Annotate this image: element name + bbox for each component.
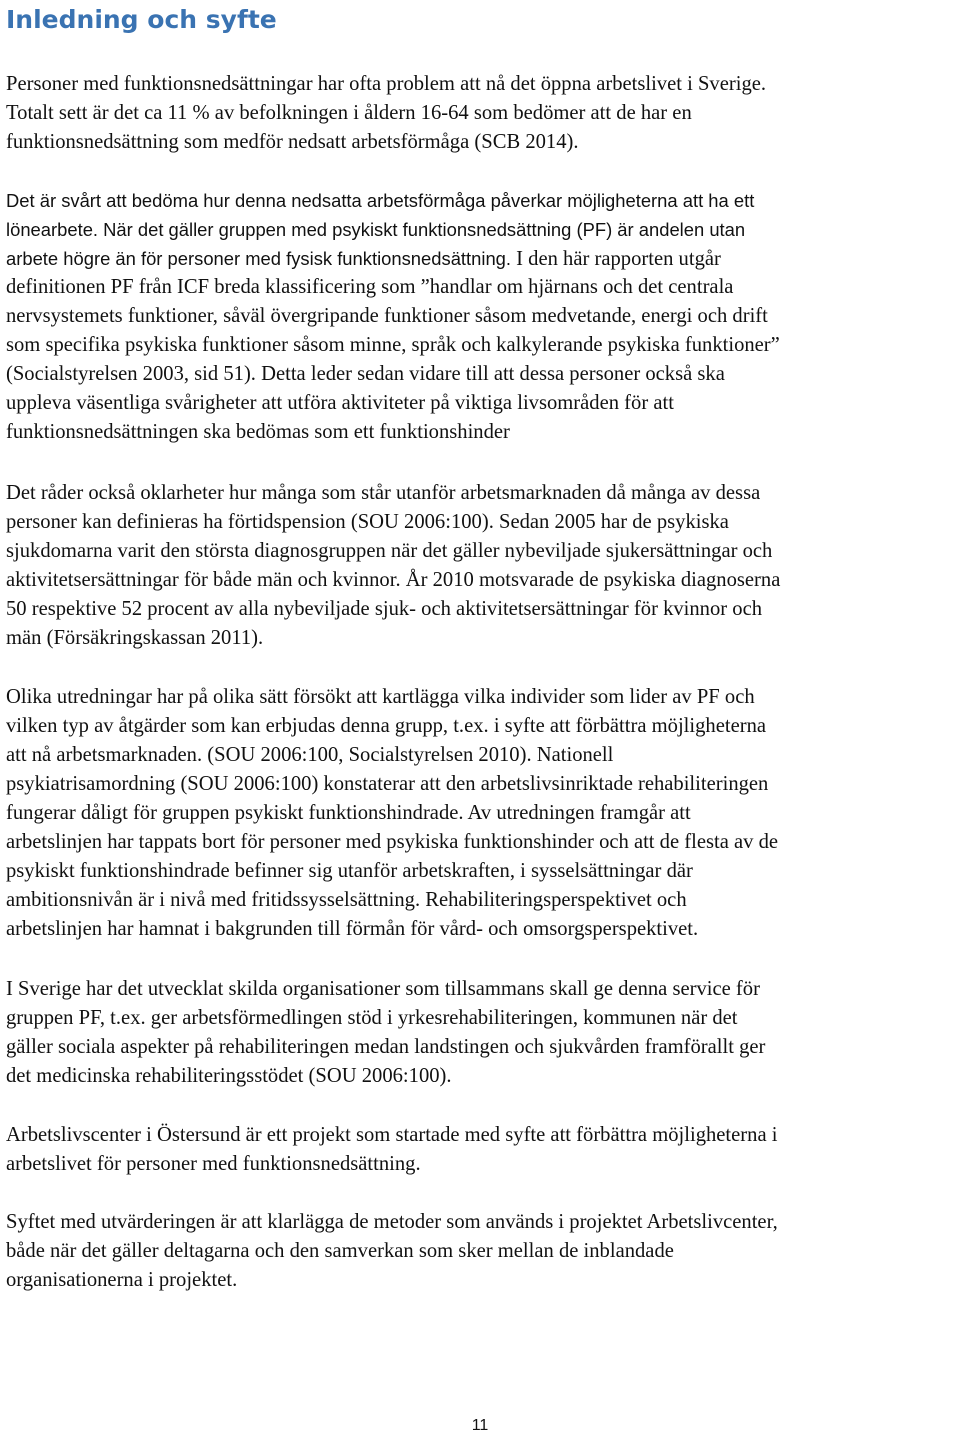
- text-line: (Socialstyrelsen 2003, sid 51). Detta leder sedan vidare till att dessa personer också ska: [6, 363, 725, 385]
- text-line: 50 respektive 52 procent av alla nybeviljade sjuk- och aktivitetsersättningar för kvinnor och: [6, 598, 763, 620]
- text-line: aktivitetsersättningar för både män och kvinnor. År 2010 motsvarade de psykiska diagnoserna: [6, 569, 781, 591]
- text-line: personer kan definieras ha förtidspension (SOU 2006:100). Sedan 2005 har de psykiska: [6, 511, 729, 533]
- paragraph-1: [6, 70, 960, 157]
- text-line: män (Försäkringskassan 2011).: [6, 627, 264, 649]
- text-line: organisationerna i projektet.: [6, 1269, 238, 1291]
- text-line: Det råder också oklarheter hur många som står utanför arbetsmarknaden då många av dessa: [6, 482, 761, 504]
- text-line: gäller sociala aspekter på rehabiliteringen medan landstingen och sjukvården framförallt ger: [6, 1036, 766, 1058]
- text-line: Personer med funktionsnedsättningar har ofta problem att nå det öppna arbetslivet i Sverige.: [6, 73, 767, 95]
- paragraph-6: [6, 1121, 960, 1179]
- text-line: Det är svårt att bedöma hur denna nedsatta arbetsförmåga påverkar möjligheterna att ha ett: [6, 190, 755, 211]
- text-line: funktionsnedsättningen ska bedömas som ett funktionshinder: [6, 421, 510, 443]
- text-line: både när det gäller deltagarna och den samverkan som sker mellan de inblandade: [6, 1240, 674, 1262]
- text-line-mixed: [6, 244, 960, 273]
- text-line: nervsystemets funktioner, såväl övergripande funktioner såsom medvetande, energi och drift: [6, 305, 768, 327]
- text-segment: arbete högre än för personer med fysisk funktionsnedsättning.: [6, 248, 512, 269]
- text-line: som specifika psykiska funktioner såsom minne, språk och kalkylerande psykiska funktioner”: [6, 334, 780, 356]
- text-line: psykiskt funktionshindrade befinner sig utanför arbetskraften, i sysselsättningar där: [6, 860, 693, 882]
- text-line: det medicinska rehabiliteringsstödet (SOU 2006:100).: [6, 1065, 452, 1087]
- text-line: psykiatrisamordning (SOU 2006:100) konstaterar att den arbetslivsinriktade rehabiliteringen: [6, 773, 769, 795]
- text-line: arbetslinjen har tappats bort för personer med psykiska funktionshinder och att de flesta av de: [6, 831, 779, 853]
- text-line: uppleva väsentliga svårigheter att utföra aktiviteter på viktiga livsområden för att: [6, 392, 674, 414]
- text-line: arbetslinjen har hamnat i bakgrunden till förmån för vård- och omsorgsperspektivet.: [6, 918, 699, 940]
- text-line: I Sverige har det utvecklat skilda organisationer som tillsammans skall ge denna service för: [6, 978, 760, 1000]
- text-line: Totalt sett är det ca 11 % av befolkningen i åldern 16-64 som bedömer att de har en: [6, 102, 692, 124]
- text-line: gruppen PF, t.ex. ger arbetsförmedlingen stöd i yrkesrehabiliteringen, kommunen när det: [6, 1007, 738, 1029]
- paragraph-7: [6, 1208, 960, 1295]
- paragraph-3: [6, 479, 960, 653]
- text-line: Syftet med utvärderingen är att klarlägga de metoder som används i projektet Arbetslivcenter,: [6, 1211, 778, 1233]
- text-line: sjukdomarna varit den största diagnosgruppen när det gäller nybeviljade sjukersättningar och: [6, 540, 773, 562]
- text-line: definitionen PF från ICF breda klassificering som ”handlar om hjärnans och det centrala: [6, 276, 734, 298]
- text-line: arbetslivet för personer med funktionsnedsättning.: [6, 1153, 421, 1175]
- text-line: ambitionsnivån är i nivå med fritidssysselsättning. Rehabiliteringsperspektivet och: [6, 889, 687, 911]
- section-heading: Inledning och syfte: [6, 5, 277, 34]
- text-segment: I den här rapporten utgår: [511, 248, 721, 270]
- page-number: 11: [471, 1417, 489, 1434]
- text-line: Arbetslivscenter i Östersund är ett projekt som startade med syfte att förbättra möjligheterna i: [6, 1124, 778, 1146]
- paragraph-4: [6, 683, 960, 944]
- text-line: lönearbete. När det gäller gruppen med psykiskt funktionsnedsättning (PF) är andelen utan: [6, 219, 746, 240]
- text-line: vilken typ av åtgärder som kan erbjudas denna grupp, t.ex. i syfte att förbättra möjligheterna: [6, 715, 767, 737]
- paragraph-5: [6, 975, 960, 1091]
- text-line: Olika utredningar har på olika sätt försökt att kartlägga vilka individer som lider av PF och: [6, 686, 755, 708]
- text-line: fungerar dåligt för gruppen psykiskt funktionshindrade. Av utredningen framgår att: [6, 802, 691, 824]
- text-line: funktionsnedsättning som medför nedsatt arbetsförmåga (SCB 2014).: [6, 131, 579, 153]
- paragraph-2: [6, 186, 960, 447]
- text-line: att nå arbetsmarknaden. (SOU 2006:100, Socialstyrelsen 2010). Nationell: [6, 744, 614, 766]
